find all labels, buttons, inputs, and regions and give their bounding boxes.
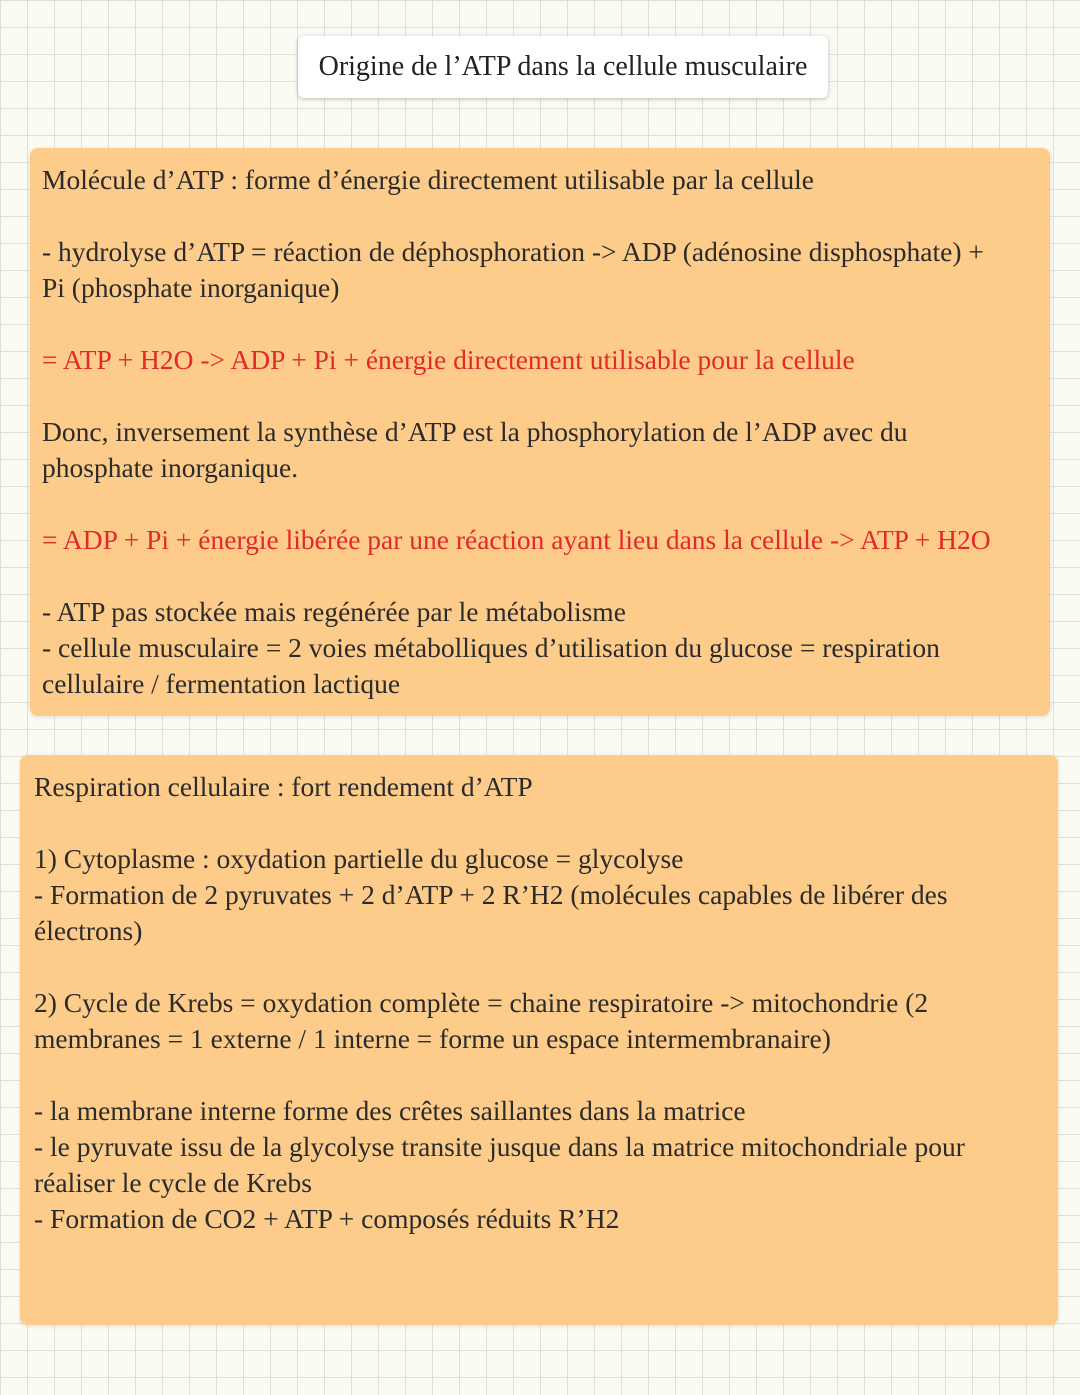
page-title: Origine de l’ATP dans la cellule musculaire xyxy=(298,36,828,98)
note-pyruvate-line1: - le pyruvate issu de la glycolyse transite jusque dans la matrice mitochondriale pour xyxy=(34,1131,965,1162)
step1-text-line2: électrons) xyxy=(34,915,143,946)
bullet-muscle-cell-line2: cellulaire / fermentation lactique xyxy=(42,668,401,699)
synthesis-text-line1: Donc, inversement la synthèse d’ATP est la phosphorylation de l’ADP avec du xyxy=(42,416,908,447)
step2-text-line2: membranes = 1 externe / 1 interne = forme un espace intermembranaire) xyxy=(34,1023,831,1054)
atp-molecule-card xyxy=(30,148,1050,716)
hydrolysis-text-line2: Pi (phosphate inorganique) xyxy=(42,272,340,303)
step1-text-line1: - Formation de 2 pyruvates + 2 d’ATP + 2 R’H2 (molécules capables de libérer des xyxy=(34,879,948,910)
bullet-atp-storage: - ATP pas stockée mais regénérée par le métabolisme xyxy=(42,596,626,627)
hydrolysis-equation: = ATP + H2O -> ADP + Pi + énergie directement utilisable pour la cellule xyxy=(42,344,855,375)
card2-heading: Respiration cellulaire : fort rendement d’ATP xyxy=(34,771,533,802)
note-formation-products: - Formation de CO2 + ATP + composés réduits R’H2 xyxy=(34,1203,620,1234)
step1-title: 1) Cytoplasme : oxydation partielle du glucose = glycolyse xyxy=(34,843,684,874)
synthesis-text-line2: phosphate inorganique. xyxy=(42,452,299,483)
bullet-muscle-cell-line1: - cellule musculaire = 2 voies métabolliques d’utilisation du glucose = respiration xyxy=(42,632,940,663)
card1-heading: Molécule d’ATP : forme d’énergie directement utilisable par la cellule xyxy=(42,164,815,195)
step2-text-line1: 2) Cycle de Krebs = oxydation complète = chaine respiratoire -> mitochondrie (2 xyxy=(34,987,929,1018)
cellular-respiration-card xyxy=(20,755,1058,1325)
synthesis-equation: = ADP + Pi + énergie libérée par une réaction ayant lieu dans la cellule -> ATP + H2O xyxy=(42,524,991,555)
note-inner-membrane: - la membrane interne forme des crêtes saillantes dans la matrice xyxy=(34,1095,746,1126)
hydrolysis-text-line1: - hydrolyse d’ATP = réaction de déphosphoration -> ADP (adénosine disphosphate) + xyxy=(42,236,984,267)
note-pyruvate-line2: réaliser le cycle de Krebs xyxy=(34,1167,312,1198)
